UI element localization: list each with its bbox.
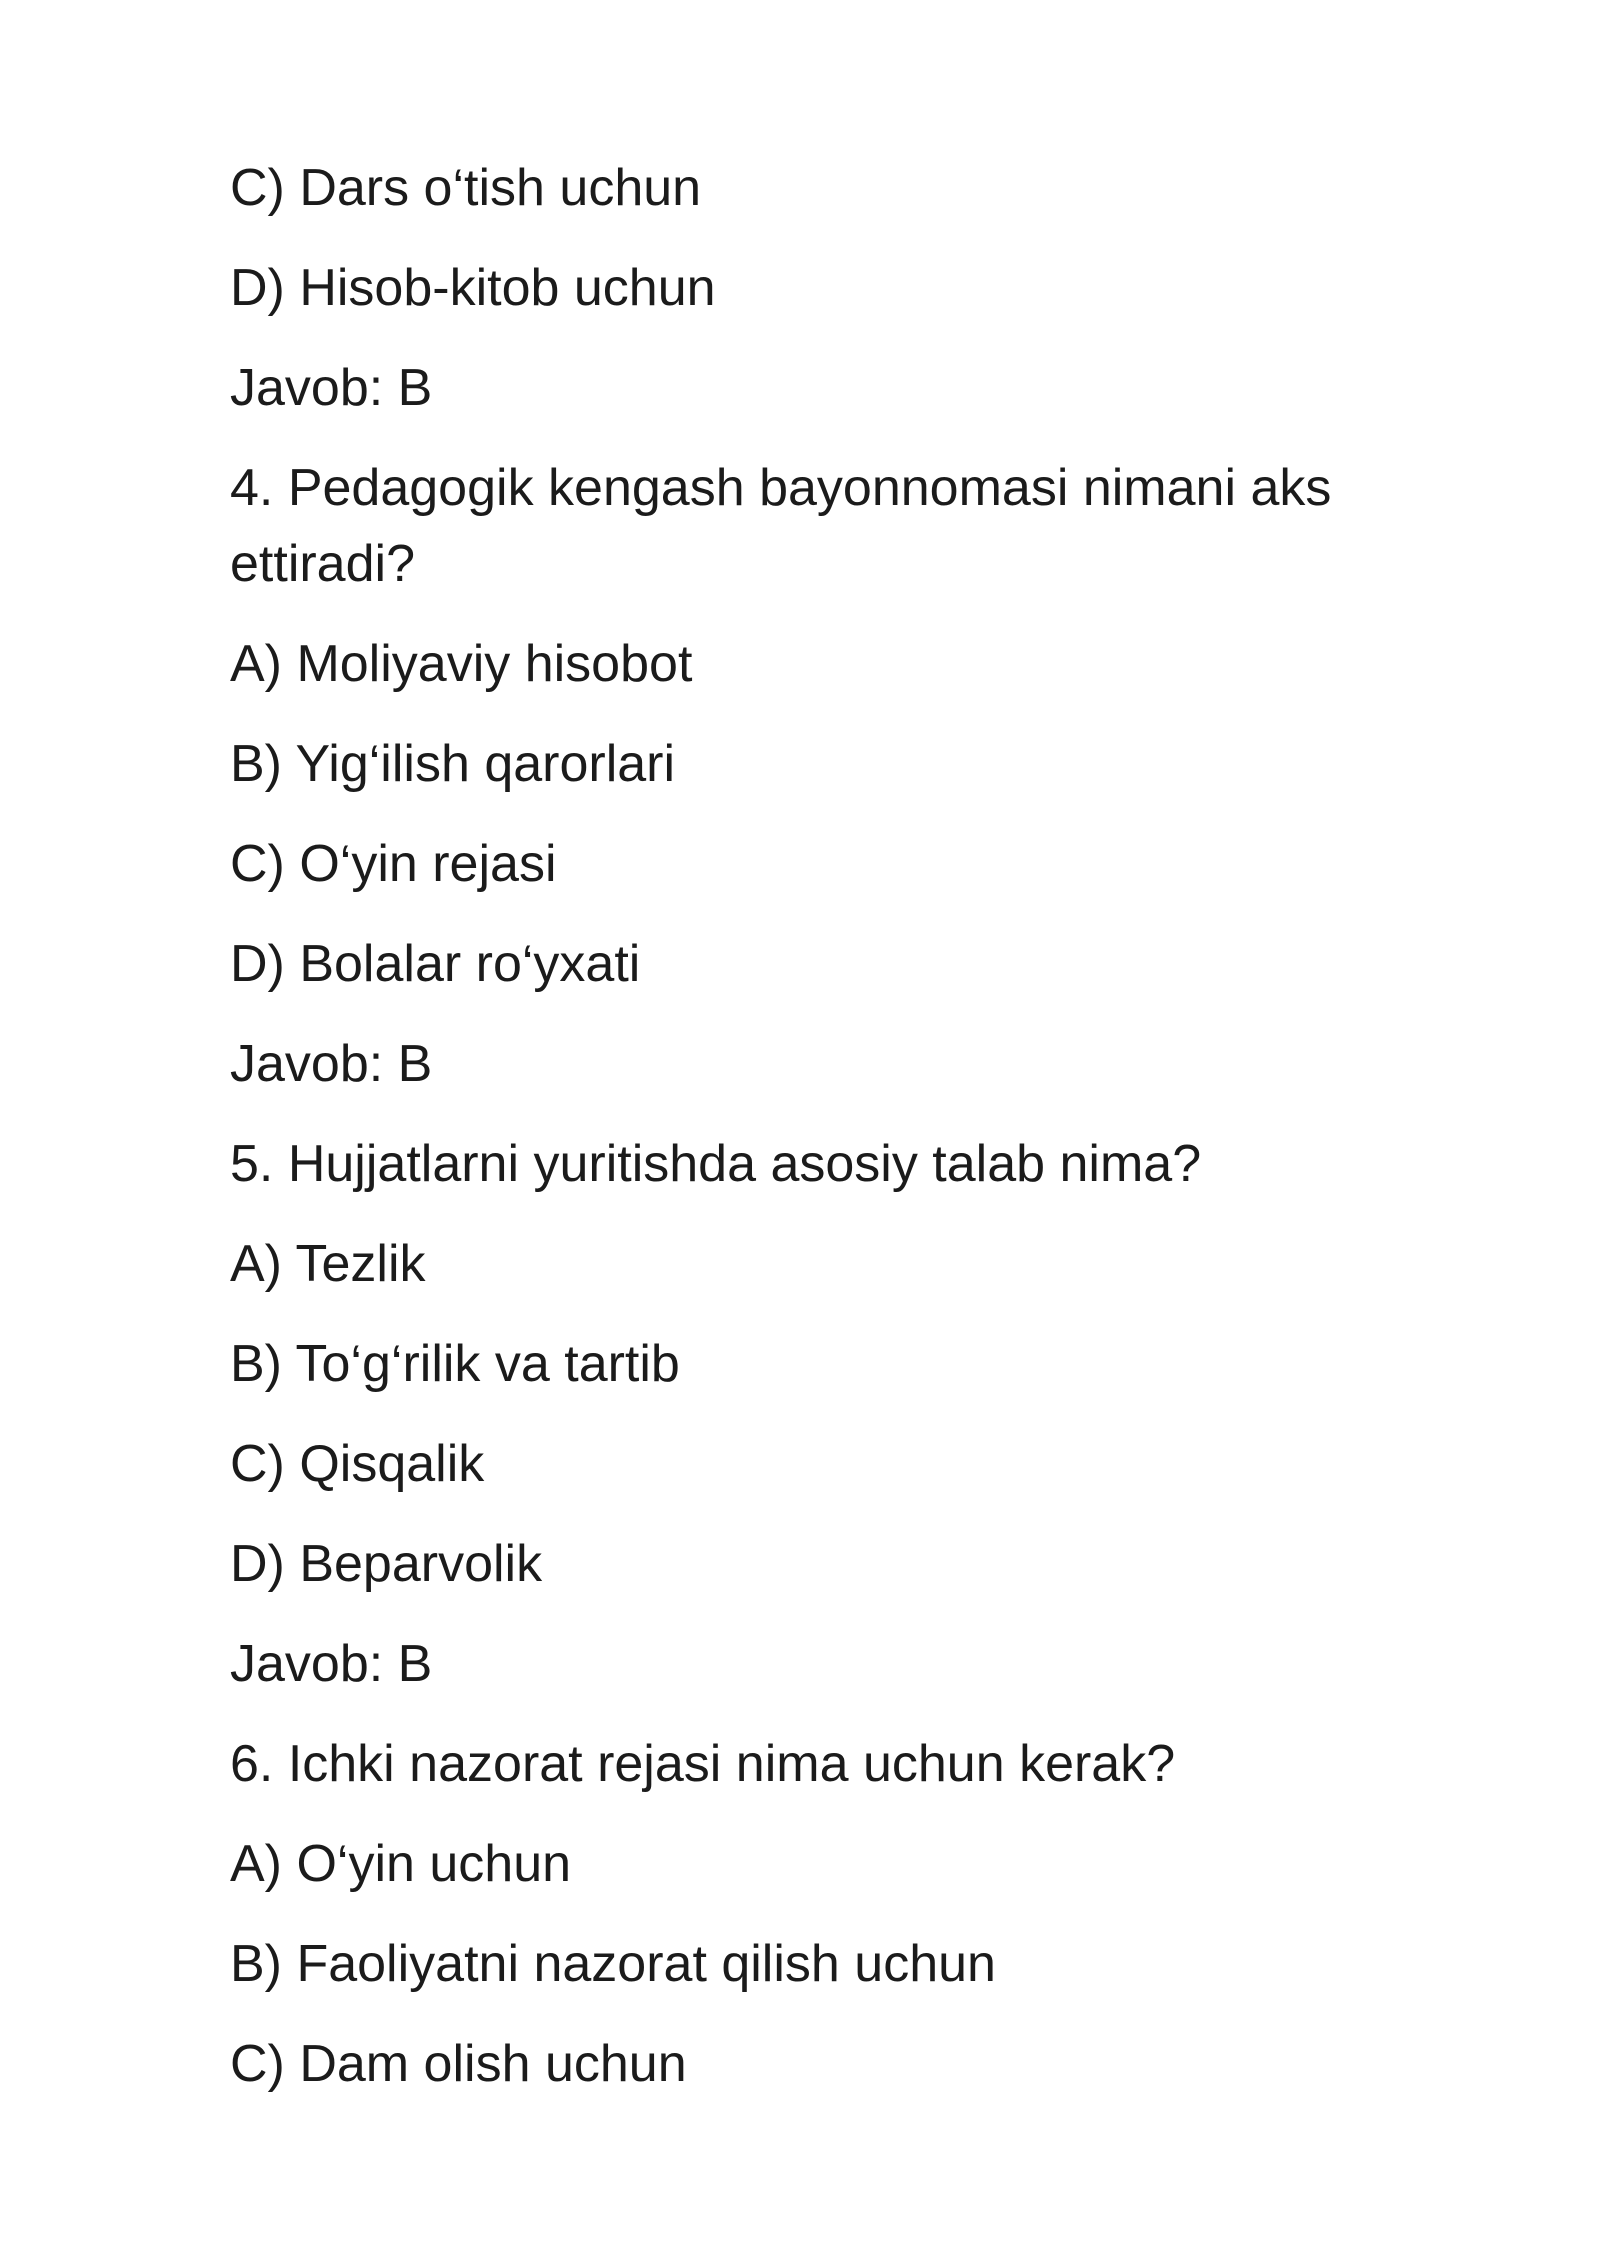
question-line: 4. Pedagogik kengash bayonnomasi nimani aks ettiradi? (230, 459, 1332, 593)
option-line: A) Tezlik (230, 1235, 426, 1293)
option-line: C) Qisqalik (230, 1435, 485, 1493)
option-line: C) Dam olish uchun (230, 2035, 687, 2093)
option-line: D) Beparvolik (230, 1535, 543, 1593)
answer-line: Javob: B (230, 359, 433, 417)
option-line: D) Hisob-kitob uchun (230, 259, 716, 317)
option-line: A) Moliyaviy hisobot (230, 635, 693, 693)
option-line: B) To‘g‘rilik va tartib (230, 1335, 680, 1393)
option-line: C) Dars o‘tish uchun (230, 159, 702, 217)
option-line: A) O‘yin uchun (230, 1835, 572, 1893)
option-line: C) O‘yin rejasi (230, 835, 557, 893)
document-content (230, 150, 1400, 2126)
option-line: D) Bolalar ro‘yxati (230, 935, 641, 993)
answer-line: Javob: B (230, 1035, 433, 1093)
answer-line: Javob: B (230, 1635, 433, 1693)
option-line: B) Faoliyatni nazorat qilish uchun (230, 1935, 996, 1993)
option-line: B) Yig‘ilish qarorlari (230, 735, 676, 793)
question-line: 5. Hujjatlarni yuritishda asosiy talab nima? (230, 1135, 1202, 1193)
question-line: 6. Ichki nazorat rejasi nima uchun kerak? (230, 1735, 1176, 1793)
